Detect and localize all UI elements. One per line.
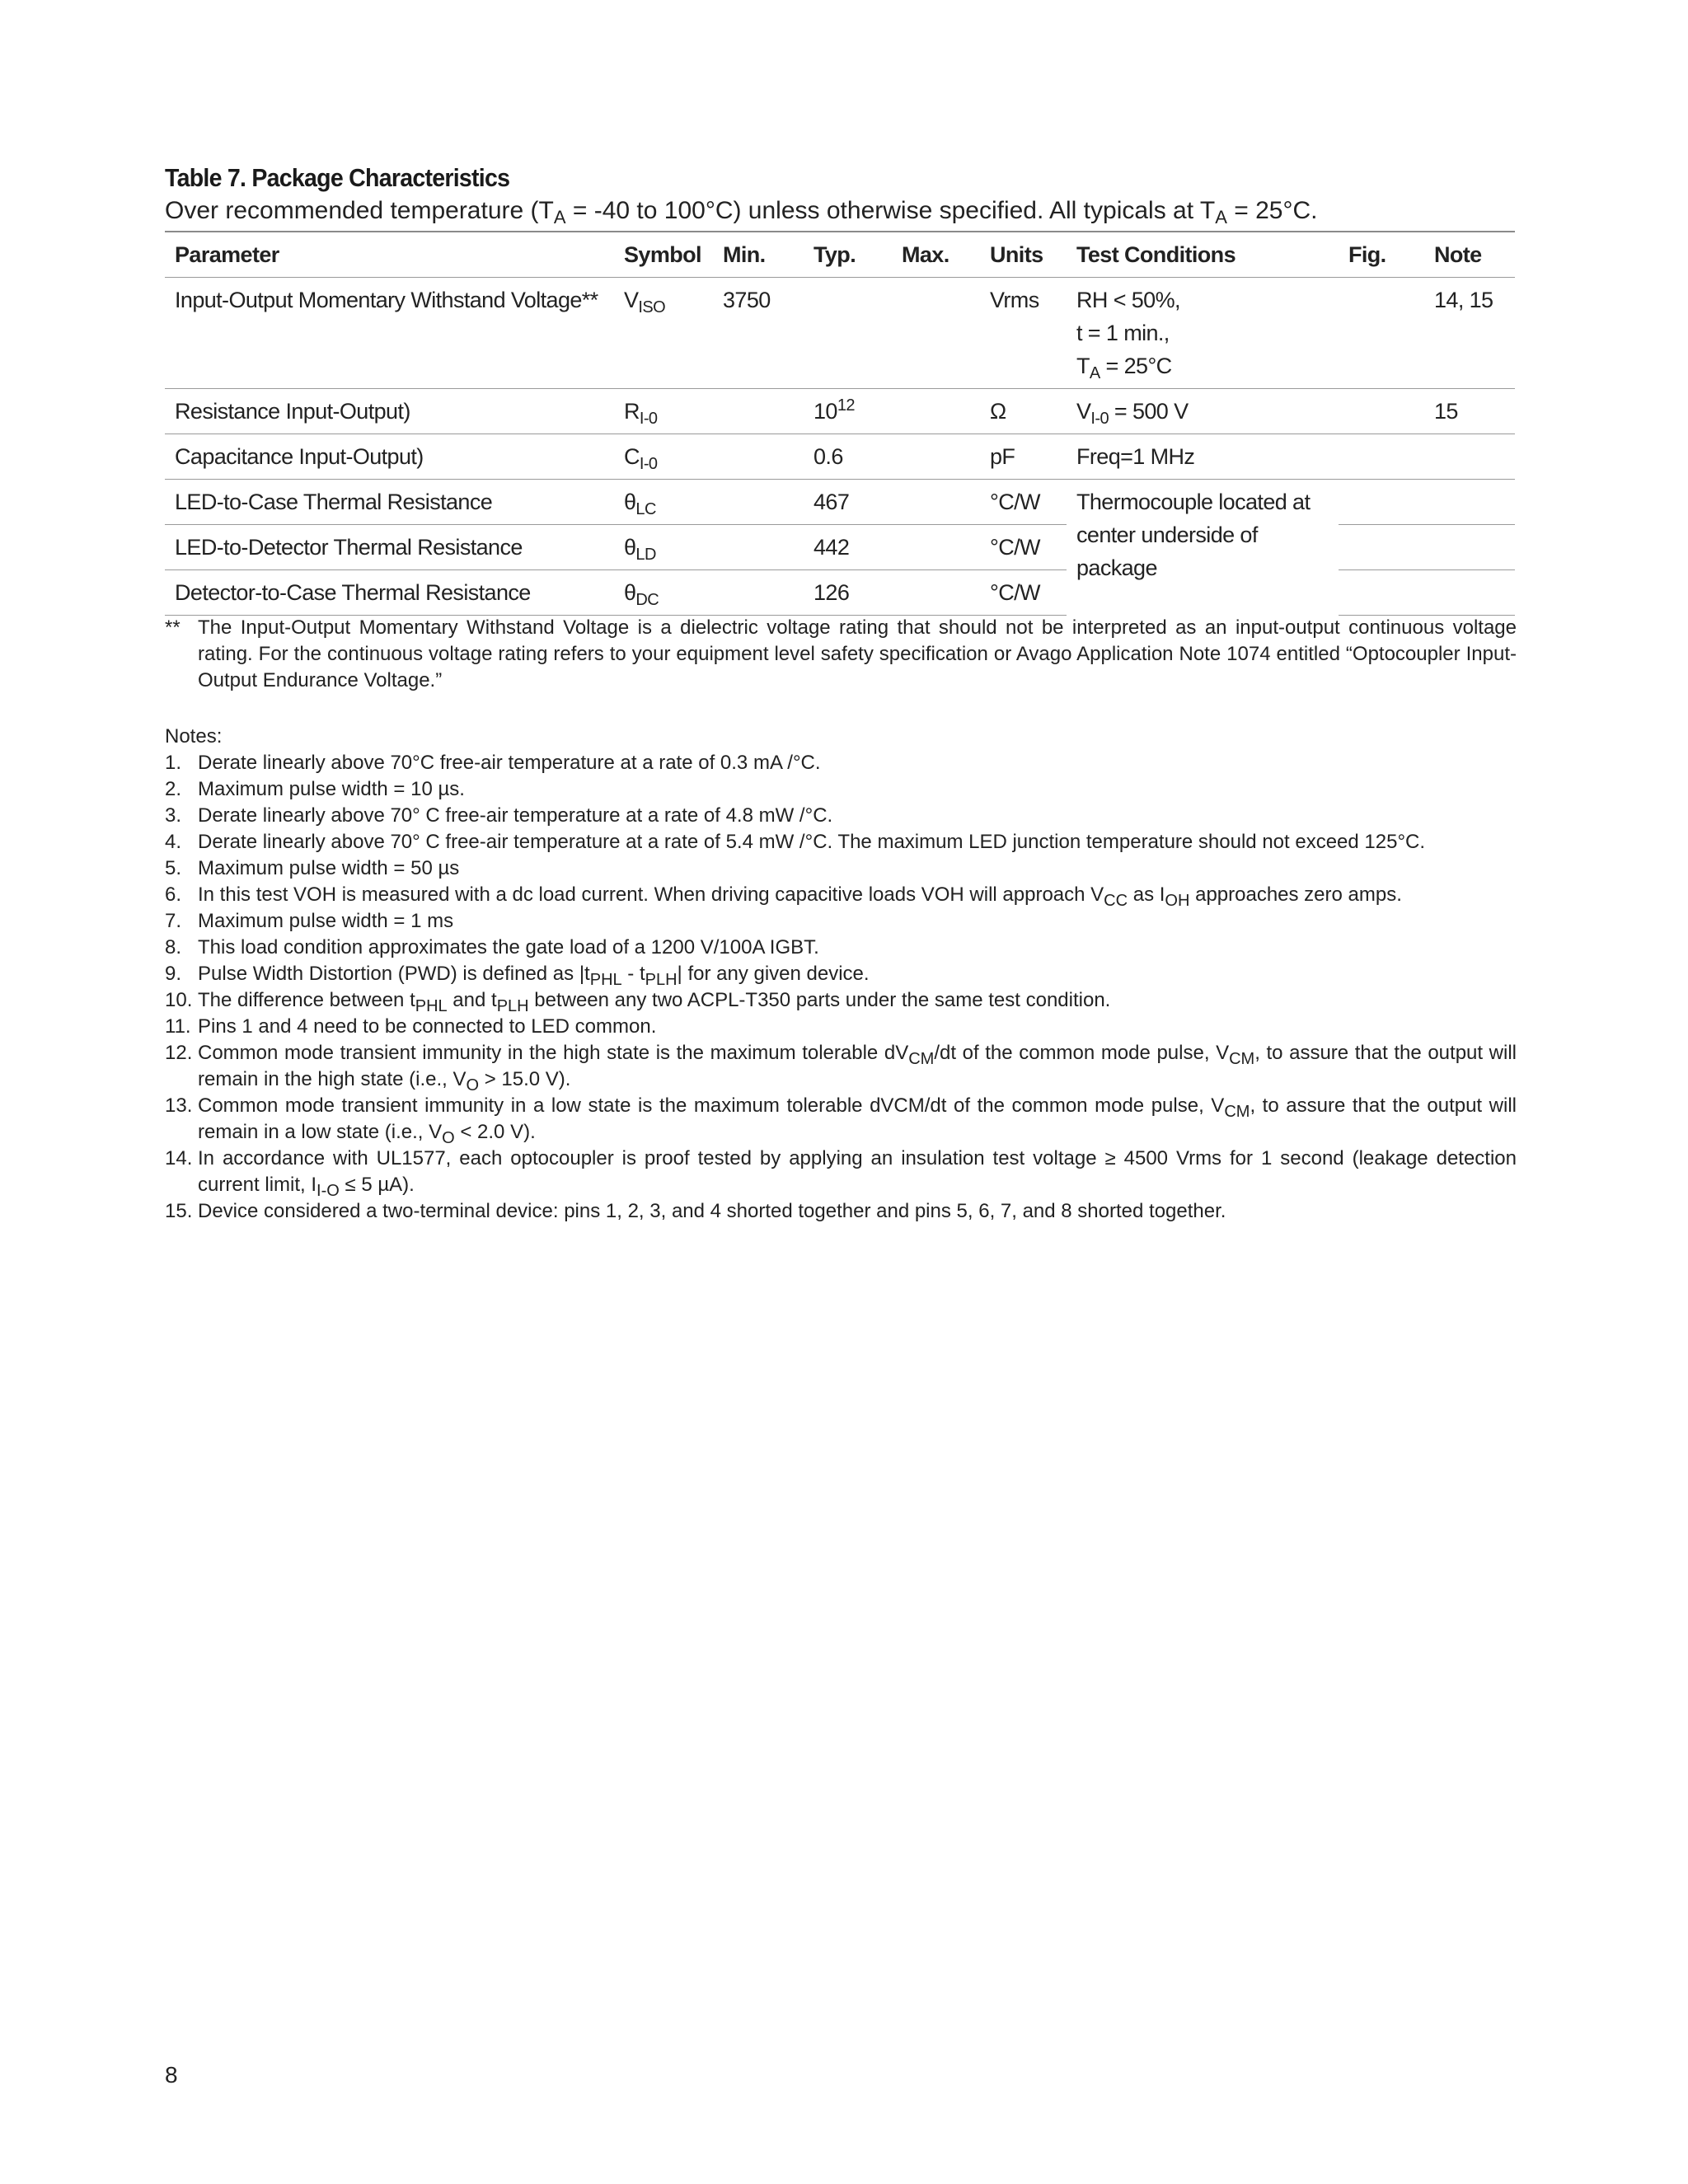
table-title: Table 7. Package Characteristics — [165, 163, 510, 192]
cell-note — [1424, 434, 1515, 480]
notes-heading: Notes: — [165, 725, 223, 748]
list-item: 8. This load condition approximates the gate load of a 1200 V/100A IGBT. — [165, 936, 819, 958]
cell-units: Ω — [980, 389, 1067, 434]
cell-min — [713, 389, 804, 434]
list-item: 13. Common mode transient immunity in a low state is the maximum tolerable dVCM/dt of the common mode pulse, $V_{CM}$, to assure that the output will remain in a low state (i.e., $V_O < 2.0$ V). — [165, 1094, 1517, 1147]
cell-typ: 467 — [804, 480, 892, 525]
list-item: 2. Maximum pulse width = 10 µs. — [165, 778, 465, 800]
cell-parameter: Resistance Input-Output) — [165, 389, 614, 434]
table-row — [165, 278, 1515, 389]
cell-test-conditions: RH < 50%, t = 1 min., $T_A = 25^\circ C$ — [1067, 278, 1339, 389]
list-item: 12. Common mode transient immunity in the high state is the maximum tolerable $dV_{CM}/dt$ of the common mode pulse, $V_{CM}$, to assure that the output will remain in the high state (i.e., $V_O > 15.0$ V). — [165, 1042, 1517, 1094]
cell-min: 3750 — [713, 278, 804, 389]
cell-fig — [1339, 278, 1424, 389]
cell-note — [1424, 570, 1515, 616]
cell-note — [1424, 480, 1515, 525]
cell-min — [713, 480, 804, 525]
header-symbol: Symbol — [614, 232, 713, 278]
cell-note: 15 — [1424, 389, 1515, 434]
cell-units: pF — [980, 434, 1067, 480]
cell-max — [892, 480, 980, 525]
cell-symbol: $R_{I-0}$ — [614, 389, 713, 434]
cell-note — [1424, 525, 1515, 570]
header-max: Max. — [892, 232, 980, 278]
cell-parameter: Capacitance Input-Output) — [165, 434, 614, 480]
cell-units: °C/W — [980, 525, 1067, 570]
header-typ: Typ. — [804, 232, 892, 278]
page-number: 8 — [165, 2062, 178, 2088]
cell-symbol: $\theta_{LD}$ — [614, 525, 713, 570]
header-min: Min. — [713, 232, 804, 278]
header-units: Units — [980, 232, 1067, 278]
cell-test-conditions: $V_{I-0} = 500$ V — [1067, 389, 1339, 434]
cell-note: 14, 15 — [1424, 278, 1515, 389]
cell-min — [713, 570, 804, 616]
cell-symbol: $V_{ISO}$ — [614, 278, 713, 389]
cell-fig — [1339, 570, 1424, 616]
list-item: 1. Derate linearly above 70°C free-air temperature at a rate of 0.3 mA /°C. — [165, 752, 821, 774]
list-item: 5. Maximum pulse width = 50 µs — [165, 857, 460, 879]
cell-max — [892, 525, 980, 570]
cell-fig — [1339, 434, 1424, 480]
list-item: 11. Pins 1 and 4 need to be connected to LED common. — [165, 1015, 657, 1038]
list-item: 7. Maximum pulse width = 1 ms — [165, 910, 454, 932]
footnote-mark: ** — [165, 616, 181, 639]
header-parameter: Parameter — [165, 232, 614, 278]
footnote-text: The Input-Output Momentary Withstand Voltage is a dielectric voltage rating that should not be interpreted as an input-output continuous voltage rating. For the continuous voltage rating refers to your equipment level safety specification or Avago Application Note 1074 entitled “Optocoupler Input-Output Endurance Voltage.” — [198, 616, 1517, 691]
cell-fig — [1339, 525, 1424, 570]
table-subtitle: Over recommended temperature ($T_A = -40$ to 100°C) unless otherwise specified. All typicals at $T_A = 25^\circ C$. — [165, 197, 1318, 227]
cell-fig — [1339, 389, 1424, 434]
cell-max — [892, 570, 980, 616]
package-characteristics-table — [165, 231, 1515, 616]
cell-test-conditions: Thermocouple located at center underside of package — [1067, 480, 1339, 616]
cell-parameter: Input-Output Momentary Withstand Voltage** — [165, 278, 614, 389]
cell-fig — [1339, 480, 1424, 525]
cell-min — [713, 434, 804, 480]
cell-parameter: Detector-to-Case Thermal Resistance — [165, 570, 614, 616]
cell-parameter: LED-to-Detector Thermal Resistance — [165, 525, 614, 570]
list-item: 9. Pulse Width Distortion (PWD) is defined as $|t_{PHL} - t_{PLH}|$ for any given device. — [165, 963, 870, 989]
cell-typ: 126 — [804, 570, 892, 616]
cell-min — [713, 525, 804, 570]
cell-symbol: $\theta_{LC}$ — [614, 480, 713, 525]
cell-symbol: $\theta_{DC}$ — [614, 570, 713, 616]
header-fig: Fig. — [1339, 232, 1424, 278]
cell-typ: 0.6 — [804, 434, 892, 480]
cell-symbol: $C_{I-0}$ — [614, 434, 713, 480]
list-item: 4. Derate linearly above 70° C free-air temperature at a rate of 5.4 mW /°C. The maximum LED junction temperature should not exceed 125°C. — [165, 831, 1426, 853]
table-row — [165, 480, 1515, 525]
table-header-row — [165, 232, 1515, 278]
list-item: 6. In this test VOH is measured with a dc load current. When driving capacitive loads VOH will approach $V_{CC}$ as $I_{OH}$ approaches zero amps. — [165, 883, 1402, 910]
table-row — [165, 434, 1515, 480]
header-test-conditions: Test Conditions — [1067, 232, 1339, 278]
list-item: 14. In accordance with UL1577, each optocoupler is proof tested by applying an insulation test voltage ≥ 4500 Vrms for 1 second (leakage detection current limit, $I_{I-O} \le 5$ µA). — [165, 1147, 1517, 1200]
cell-max — [892, 389, 980, 434]
cell-typ: $10^{12}$ — [804, 389, 892, 434]
header-note: Note — [1424, 232, 1515, 278]
cell-parameter: LED-to-Case Thermal Resistance — [165, 480, 614, 525]
cell-typ — [804, 278, 892, 389]
list-item: 3. Derate linearly above 70° C free-air temperature at a rate of 4.8 mW /°C. — [165, 804, 833, 827]
cell-units: °C/W — [980, 570, 1067, 616]
notes-section — [165, 724, 1517, 1225]
cell-max — [892, 434, 980, 480]
list-item: 10. The difference between $t_{PHL}$ and $t_{PLH}$ between any two ACPL-T350 parts under the same test condition. — [165, 989, 1111, 1015]
footnote — [165, 615, 1517, 694]
cell-test-conditions: Freq=1 MHz — [1067, 434, 1339, 480]
table-row — [165, 389, 1515, 434]
table-section — [165, 162, 1517, 616]
notes-list — [165, 750, 1517, 1225]
cell-typ: 442 — [804, 525, 892, 570]
list-item: 15. Device considered a two-terminal device: pins 1, 2, 3, and 4 shorted together and pins 5, 6, 7, and 8 shorted together. — [165, 1200, 1226, 1222]
cell-units: °C/W — [980, 480, 1067, 525]
cell-max — [892, 278, 980, 389]
cell-units: Vrms — [980, 278, 1067, 389]
